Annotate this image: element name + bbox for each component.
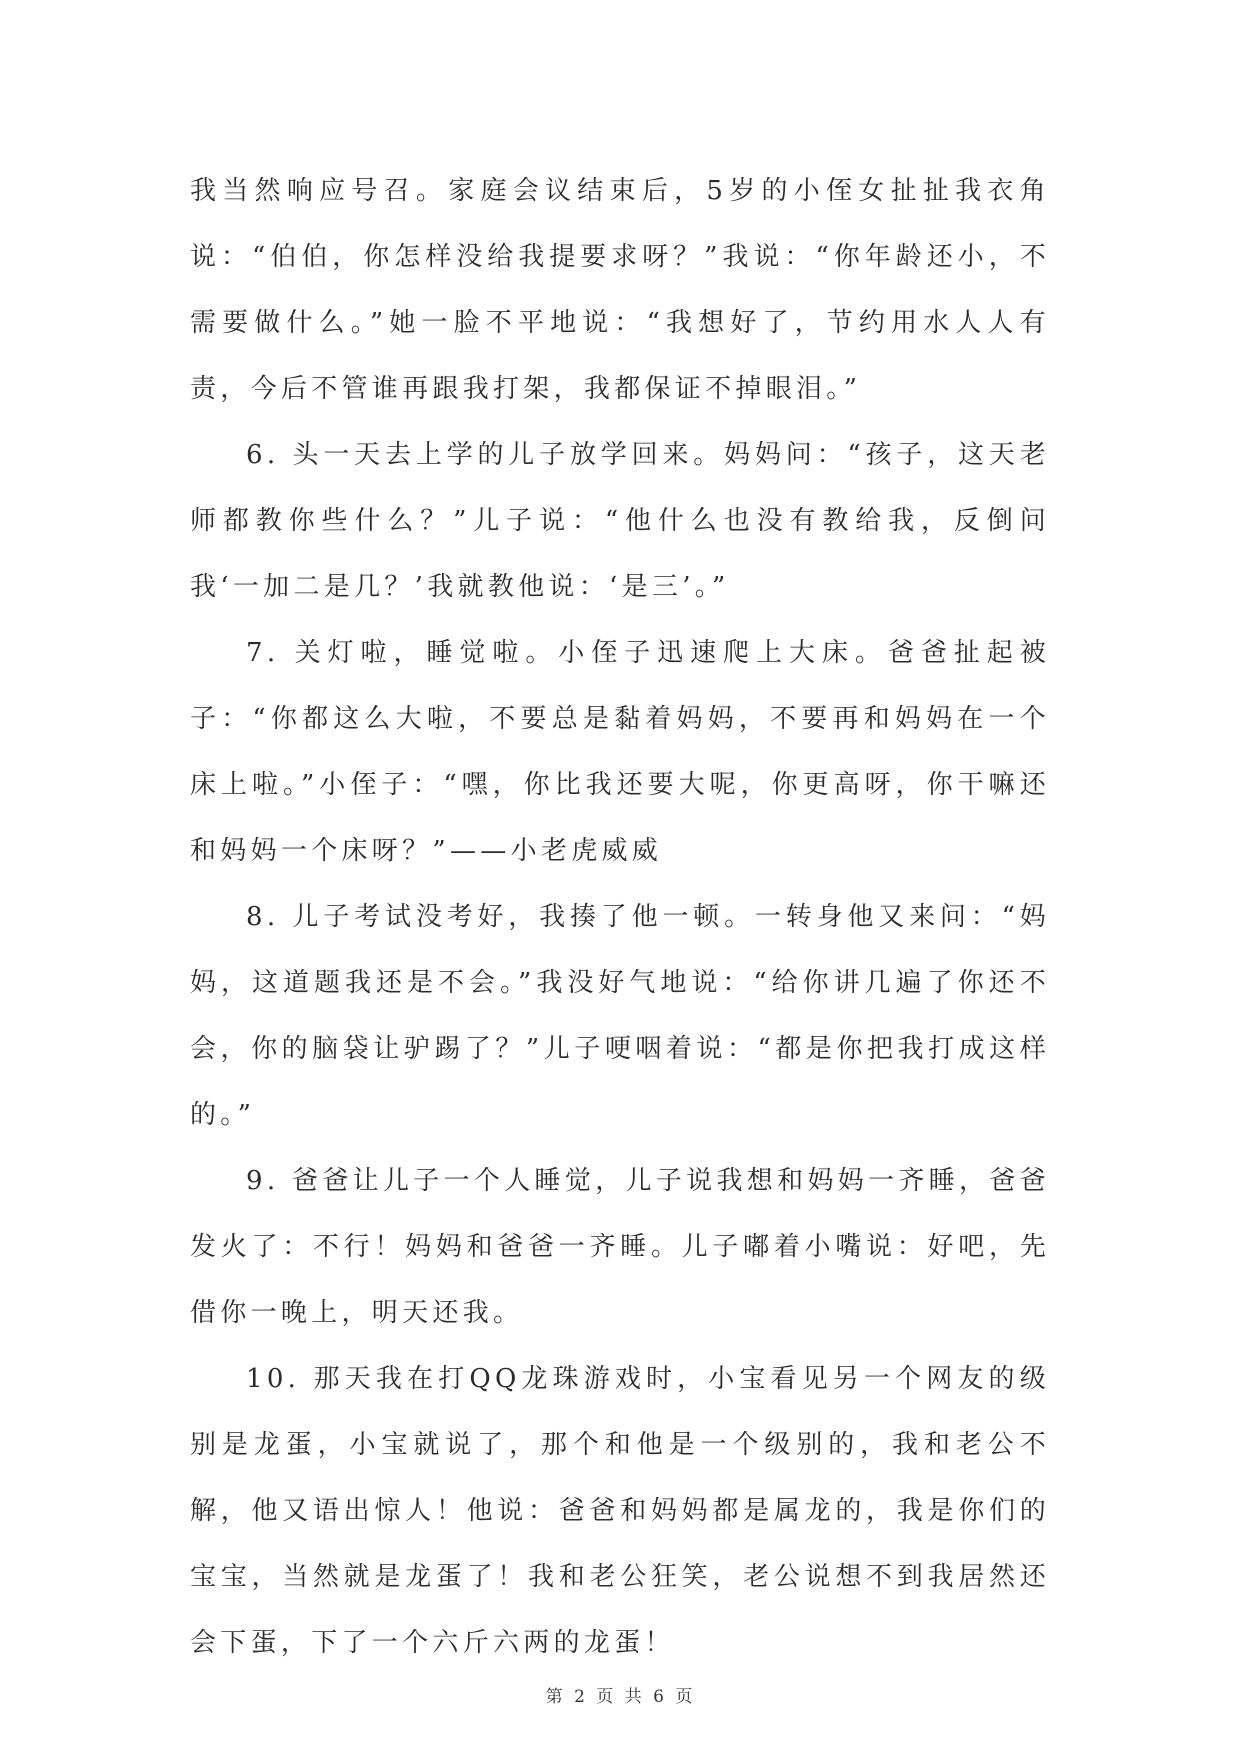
page-footer (0, 1682, 1241, 1707)
paragraph-joke-7: 7. 关灯啦，睡觉啦。小侄子迅速爬上大床。爸爸扯起被子：“你都这么大啦，不要总是黏着妈妈，不要再和妈妈在一个床上啦。”小侄子：“嘿，你比我还要大呢，你更高呀，你干嘛还和妈妈一个床呀？”——小老虎威威 (190, 638, 1050, 866)
footer-current-page: 2 (574, 1687, 588, 1707)
paragraph-joke-8: 8. 儿子考试没考好，我揍了他一顿。一转身他又来问：“妈妈，这道题我还是不会。”我没好气地说：“给你讲几遍了你还不会，你的脑袋让驴踢了？”儿子哽咽着说：“都是你把我打成这样的。” (190, 902, 1050, 1130)
document-body (190, 158, 1050, 1676)
paragraph-joke-10: 10. 那天我在打QQ龙珠游戏时，小宝看见另一个网友的级别是龙蛋，小宝就说了，那个和他是一个级别的，我和老公不解，他又语出惊人！他说：爸爸和妈妈都是属龙的，我是你们的宝宝，当然就是龙蛋了！我和老公狂笑，老公说想不到我居然还会下蛋，下了一个六斤六两的龙蛋！ (190, 1364, 1050, 1658)
footer-total-pages: 6 (653, 1687, 667, 1707)
footer-prefix: 第 (545, 1687, 566, 1707)
paragraph-joke-6: 6. 头一天去上学的儿子放学回来。妈妈问：“孩子，这天老师都教你些什么？”儿子说：“他什么也没有教给我，反倒问我‘一加二是几？’我就教他说：‘是三’。” (190, 440, 1050, 602)
paragraph-joke-9: 9. 爸爸让儿子一个人睡觉，儿子说我想和妈妈一齐睡，爸爸发火了：不行！妈妈和爸爸一齐睡。儿子嘟着小嘴说：好吧，先借你一晚上，明天还我。 (190, 1166, 1050, 1328)
paragraph-continued: 我当然响应号召。家庭会议结束后，5岁的小侄女扯扯我衣角说：“伯伯，你怎样没给我提要求呀？”我说：“你年龄还小，不需要做什么。”她一脸不平地说：“我想好了，节约用水人人有责，今后不管谁再跟我打架，我都保证不掉眼泪。” (190, 176, 1050, 404)
footer-middle: 页 共 (596, 1687, 645, 1707)
footer-suffix: 页 (675, 1687, 696, 1707)
